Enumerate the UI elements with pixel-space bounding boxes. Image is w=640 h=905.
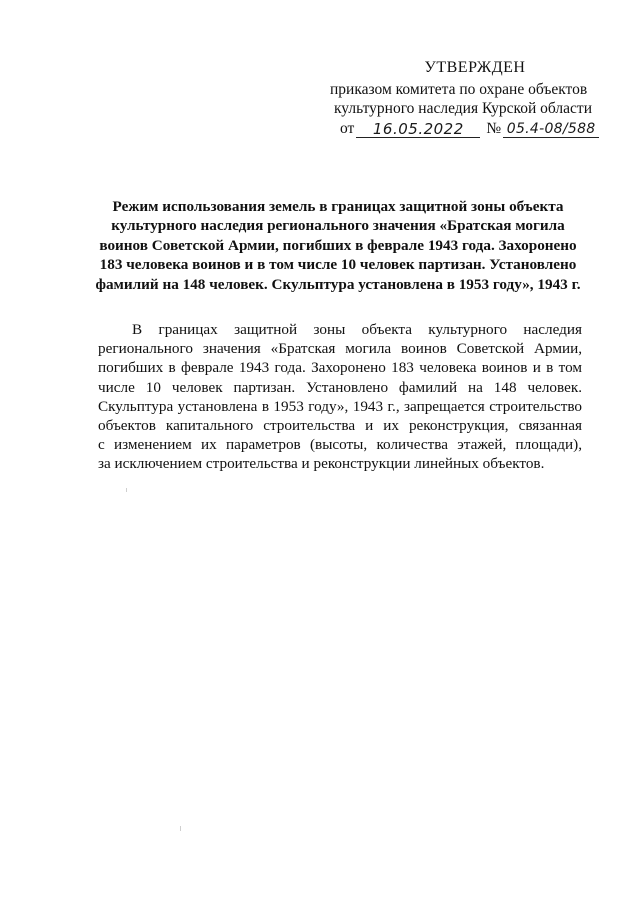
body-paragraph xyxy=(98,320,582,474)
scan-speck xyxy=(180,826,181,831)
heading-line: воинов Советской Армии, погибших в феврале 1943 года. Захоронено xyxy=(99,236,577,254)
approval-order-line: приказом комитета по охране объектов xyxy=(330,81,588,98)
approval-title: УТВЕРЖДЕН xyxy=(424,59,526,76)
date-label: от xyxy=(340,120,355,137)
heading-line: культурного наследия регионального значения «Братская могила xyxy=(111,217,565,235)
paragraph-line: за исключением строительства и реконструкции линейных объектов. xyxy=(98,455,545,473)
paragraph-line: погибших в феврале 1943 года. Захоронено 183 человека воинов и в том xyxy=(98,359,582,377)
number-label: № xyxy=(486,120,502,137)
heading-line: Режим использования земель в границах защитной зоны объекта xyxy=(112,198,564,215)
heading-line: фамилий на 148 человек. Скульптура установлена в 1953 году», 1943 г. xyxy=(95,275,581,293)
paragraph-line: регионального значения «Братская могила воинов Советской Армии, xyxy=(98,340,582,358)
scan-speck xyxy=(126,488,127,492)
paragraph-line: числе 10 человек партизан. Установлено фамилий на 148 человек. xyxy=(98,378,582,396)
paragraph-line: объектов капитального строительства и их реконструкция, связанная xyxy=(98,417,582,435)
paragraph-line: с изменением их параметров (высоты, количества этажей, площади), xyxy=(98,436,582,454)
handwritten-date: 16.05.2022 xyxy=(356,121,480,138)
paragraph-line: Скульптура установлена в 1953 году», 1943 г., запрещается строительство xyxy=(98,397,582,415)
document-heading xyxy=(94,197,582,294)
heading-line: 183 человека воинов и в том числе 10 человек партизан. Установлено xyxy=(99,256,577,274)
approval-committee-line: культурного наследия Курской области xyxy=(334,100,592,117)
handwritten-order-number: 05.4-08/588 xyxy=(503,121,599,138)
paragraph-line: В границах защитной зоны объекта культурного наследия xyxy=(132,321,582,338)
approval-date-number-row xyxy=(340,119,610,138)
approval-block xyxy=(330,58,610,138)
